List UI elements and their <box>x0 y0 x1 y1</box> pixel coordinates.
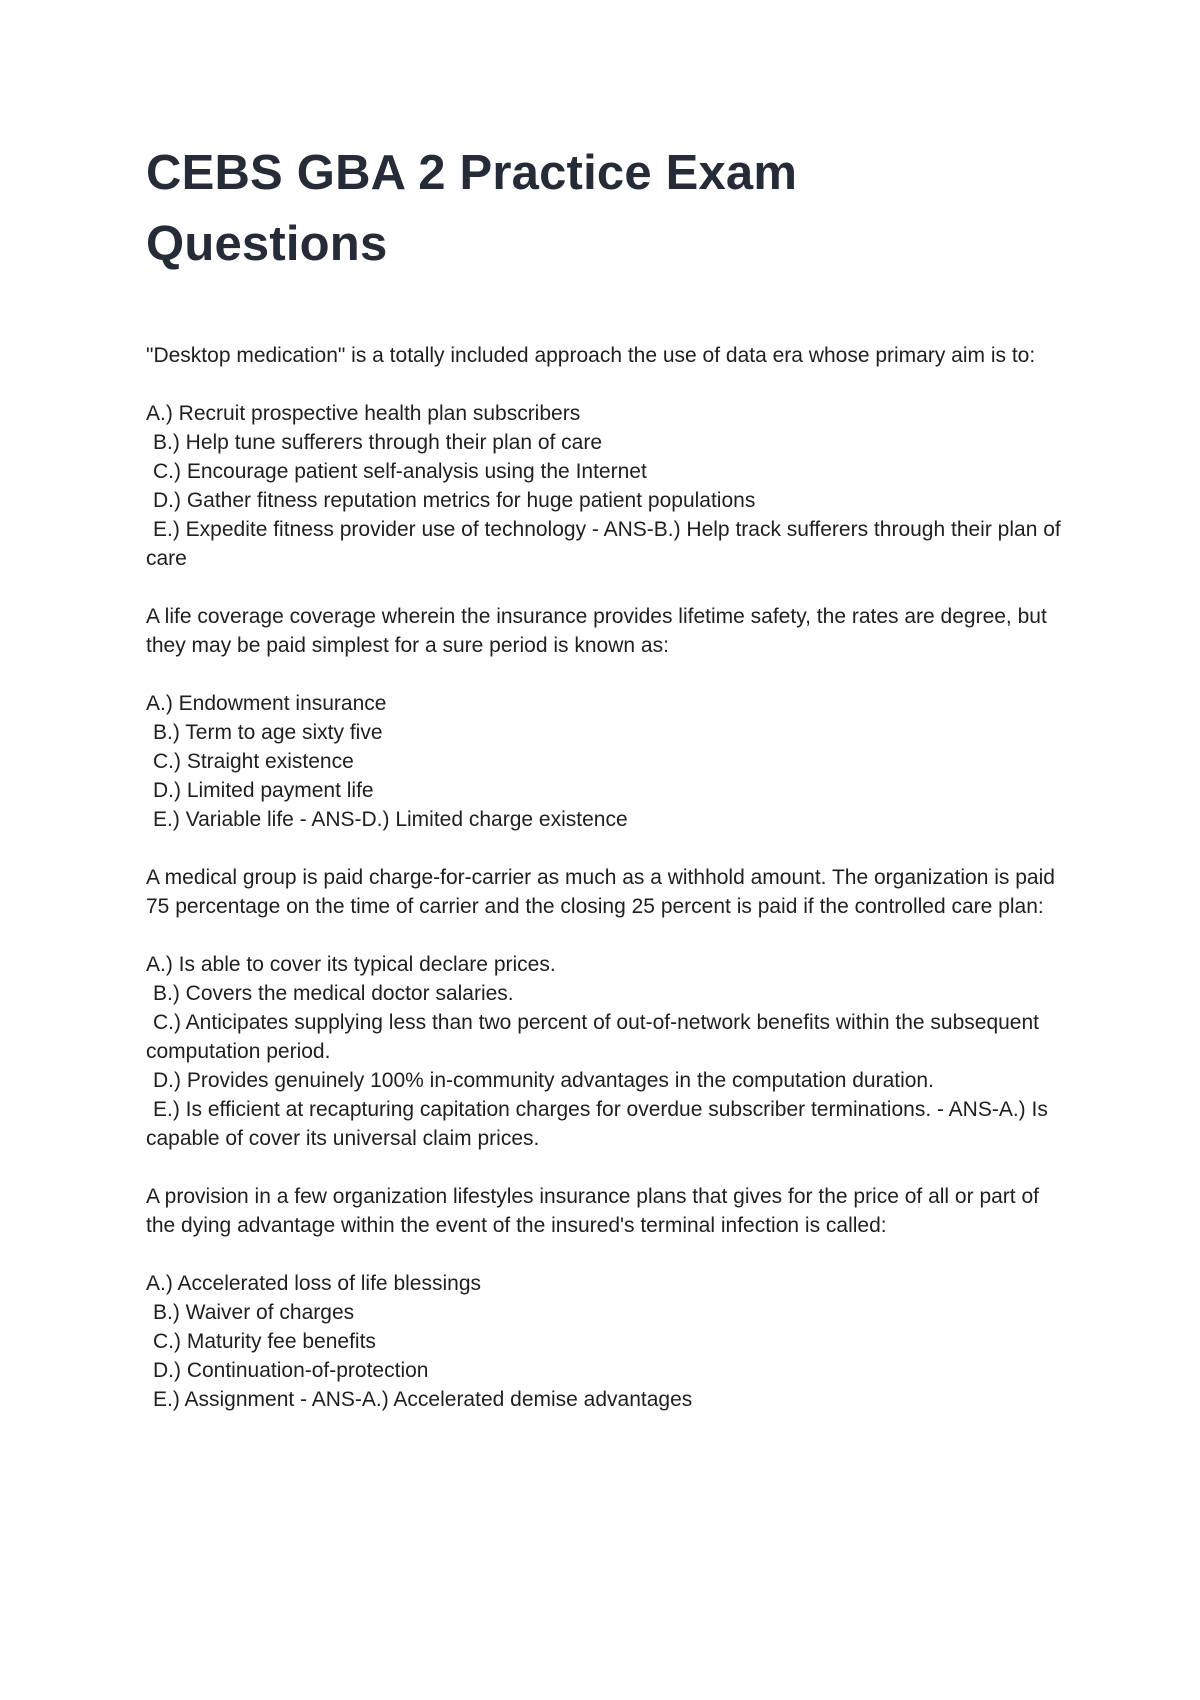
answer-option-b: B.) Waiver of charges <box>153 1301 355 1324</box>
answer-option-c: C.) Encourage patient self-analysis using the Internet <box>153 460 647 483</box>
answer-option-d: D.) Provides genuinely 100% in-community advantages in the computation duration. <box>153 1069 934 1092</box>
answer-option-b: B.) Term to age sixty five <box>153 721 383 744</box>
block-spacer <box>146 834 1066 863</box>
question-4 <box>146 1182 1066 1414</box>
answer-option-e: E.) Variable life - ANS-D.) Limited charge existence <box>153 808 628 831</box>
document-title: CEBS GBA 2 Practice Exam Questions <box>146 146 798 271</box>
answer-option-e: E.) Expedite fitness provider use of technology - ANS-B.) Help track sufferers through their plan of care <box>146 518 1061 570</box>
question-text: A life coverage coverage wherein the insurance provides lifetime safety, the rates are degree, but they may be paid simplest for a sure period is known as: <box>146 605 1047 657</box>
answer-option-e: E.) Assignment - ANS-A.) Accelerated demise advantages <box>153 1388 693 1411</box>
block-spacer <box>146 573 1066 602</box>
answer-option-c: C.) Straight existence <box>153 750 354 773</box>
question-2 <box>146 602 1066 834</box>
block-spacer <box>146 1153 1066 1182</box>
answer-option-a: A.) Is able to cover its typical declare prices. <box>146 953 556 976</box>
answer-option-a: A.) Accelerated loss of life blessings <box>146 1272 481 1295</box>
question-list <box>146 341 1066 1414</box>
answer-option-b: B.) Help tune sufferers through their plan of care <box>153 431 603 454</box>
answer-option-c: C.) Maturity fee benefits <box>153 1330 376 1353</box>
answer-option-c: C.) Anticipates supplying less than two percent of out-of-network benefits within the subsequent computation period. <box>146 1011 1039 1063</box>
question-text: A provision in a few organization lifestyles insurance plans that gives for the price of all or part of the dying advantage within the event of the insured's terminal infection is called: <box>146 1185 1039 1237</box>
question-1 <box>146 341 1066 573</box>
question-3 <box>146 863 1066 1153</box>
answer-option-d: D.) Gather fitness reputation metrics for huge patient populations <box>153 489 756 512</box>
answer-option-d: D.) Limited payment life <box>153 779 374 802</box>
answer-option-a: A.) Endowment insurance <box>146 692 387 715</box>
answer-option-e: E.) Is efficient at recapturing capitation charges for overdue subscriber terminations. - ANS-A.) Is capable of cover its universal claim prices. <box>146 1098 1048 1150</box>
answer-option-d: D.) Continuation-of-protection <box>153 1359 429 1382</box>
answer-option-a: A.) Recruit prospective health plan subscribers <box>146 402 581 425</box>
answer-option-b: B.) Covers the medical doctor salaries. <box>153 982 514 1005</box>
question-text: A medical group is paid charge-for-carrier as much as a withhold amount. The organization is paid 75 percentage on the time of carrier and the closing 25 percent is paid if the controlled care plan: <box>146 866 1055 918</box>
question-text: "Desktop medication" is a totally included approach the use of data era whose primary aim is to: <box>146 344 1036 367</box>
